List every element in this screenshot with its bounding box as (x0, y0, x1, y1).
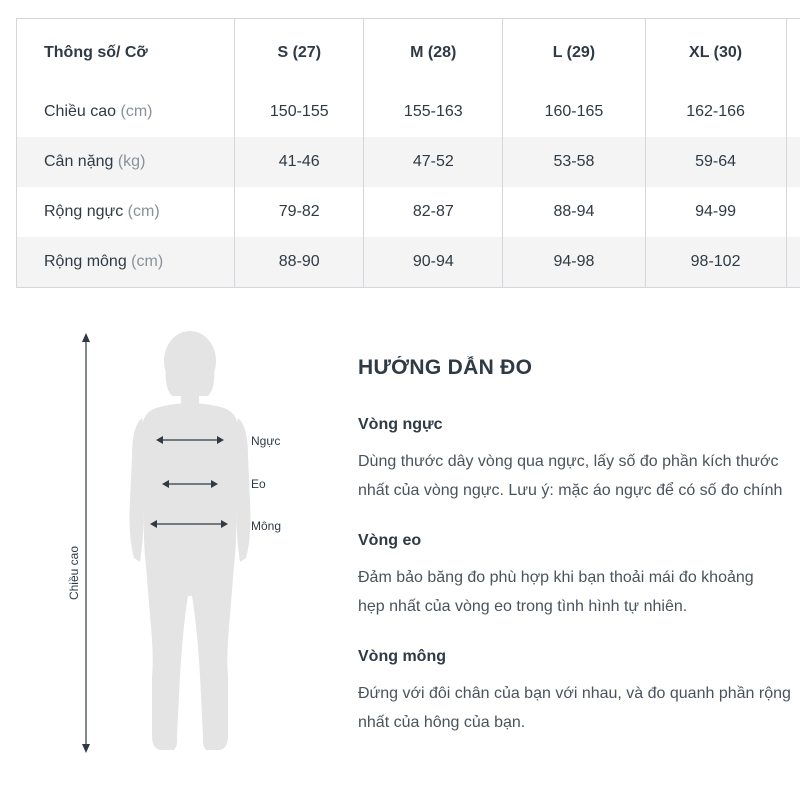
header-cell-spec: Thông số/ Cỡ (17, 19, 235, 88)
row-label (17, 137, 235, 187)
row-label-text: Rộng ngực (44, 203, 124, 220)
section-text-line: Đứng với đôi chân của bạn với nhau, và đo quanh phần rộng (358, 685, 791, 702)
size-chart-table (16, 18, 800, 288)
table-cell: 162-166 (645, 87, 786, 137)
section-title: Vòng eo (358, 532, 422, 549)
table-cell: 90-94 (364, 237, 503, 288)
row-label (17, 87, 235, 137)
header-cell-overflow (786, 19, 800, 88)
row-unit: (cm) (131, 253, 164, 270)
header-cell-xl: XL (30) (645, 19, 786, 88)
row-label-text: Chiều cao (44, 103, 117, 120)
table-cell: 41-46 (235, 137, 364, 187)
table-row (17, 187, 800, 237)
row-label-text: Cân nặng (44, 153, 114, 170)
row-unit: (kg) (117, 153, 146, 170)
waist-label: Eo (251, 477, 266, 491)
table-cell-overflow (786, 137, 800, 187)
table-cell: 47-52 (364, 137, 503, 187)
row-label (17, 187, 235, 237)
header-cell-s: S (27) (235, 19, 364, 88)
table-cell: 82-87 (364, 187, 503, 237)
table-row (17, 87, 800, 137)
guide-section-waist (358, 532, 800, 621)
section-title: Vòng ngực (358, 416, 443, 433)
table-cell: 59-64 (645, 137, 786, 187)
table-cell: 94-98 (503, 237, 645, 288)
height-label: Chiều cao (67, 545, 81, 601)
body-silhouette-illustration (60, 326, 320, 766)
row-unit: (cm) (127, 203, 160, 220)
guide-title: HƯỚNG DẪN ĐO (358, 356, 533, 379)
chest-label: Ngực (251, 434, 281, 448)
table-cell: 79-82 (235, 187, 364, 237)
table-cell: 53-58 (503, 137, 645, 187)
section-text-line: nhất của vòng ngực. Lưu ý: mặc áo ngực để có số đo chính (358, 482, 783, 499)
table-cell-overflow (786, 187, 800, 237)
measurement-guide (358, 356, 800, 737)
guide-section-hip (358, 648, 800, 737)
table-header-row (17, 19, 800, 88)
table-cell-overflow (786, 237, 800, 288)
table-cell: 98-102 (645, 237, 786, 288)
section-text-line: Đảm bảo băng đo phù hợp khi bạn thoải mái đo khoảng (358, 569, 754, 586)
table-row (17, 137, 800, 187)
row-label-text: Rộng mông (44, 253, 127, 270)
body-silhouette (130, 331, 251, 750)
table-cell-overflow (786, 87, 800, 137)
table-cell: 88-90 (235, 237, 364, 288)
section-text-line: Dùng thước dây vòng qua ngực, lấy số đo phần kích thước (358, 453, 779, 470)
section-text-line: nhất của hông của bạn. (358, 714, 526, 731)
row-label (17, 237, 235, 288)
guide-section-chest (358, 416, 800, 505)
height-arrow (82, 333, 90, 753)
table-cell: 155-163 (364, 87, 503, 137)
header-cell-m: M (28) (364, 19, 503, 88)
header-cell-l: L (29) (503, 19, 645, 88)
table-cell: 160-165 (503, 87, 645, 137)
section-text-line: hẹp nhất của vòng eo trong tình hình tự nhiên. (358, 598, 688, 615)
row-unit: (cm) (120, 103, 153, 120)
table-cell: 94-99 (645, 187, 786, 237)
table-row (17, 237, 800, 288)
body-measurement-figure (60, 326, 320, 766)
table-cell: 150-155 (235, 87, 364, 137)
hip-label: Mông (251, 519, 282, 533)
table-cell: 88-94 (503, 187, 645, 237)
section-title: Vòng mông (358, 648, 446, 665)
